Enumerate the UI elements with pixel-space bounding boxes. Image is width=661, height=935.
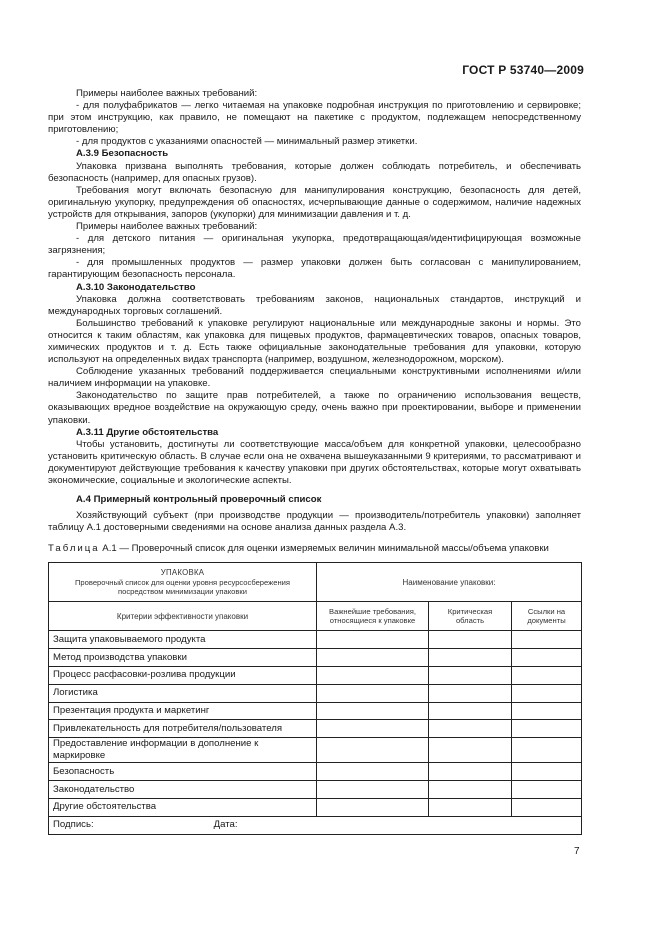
header-packaging-title: УПАКОВКА bbox=[160, 568, 205, 578]
criterion-label: Привлекательность для потребителя/пользователя bbox=[49, 720, 317, 738]
requirements-cell[interactable] bbox=[317, 667, 429, 685]
references-cell[interactable] bbox=[512, 631, 582, 649]
section-heading-a39: А.3.9 Безопасность bbox=[76, 148, 169, 160]
requirements-cell[interactable] bbox=[317, 631, 429, 649]
criterion-label: Процесс расфасовки-розлива продукции bbox=[49, 667, 317, 685]
critical-area-cell[interactable] bbox=[429, 631, 512, 649]
critical-area-cell[interactable] bbox=[429, 720, 512, 738]
critical-area-cell[interactable] bbox=[429, 763, 512, 781]
paragraph: - для детского питания — оригинальная укупорка, предотвращающая/идентифицирующая возможные загрязнения; bbox=[48, 233, 581, 257]
paragraph: - для полуфабрикатов — легко читаемая на упаковке подробная инструкция по приготовлению и сервировке; при этом инструкцию, как правило, не помещают на пакетике с продуктом, подлежащем непосредственному приготовлению; bbox=[48, 100, 581, 136]
paragraph: Упаковка должна соответствовать требованиям законов, национальных стандартов, инструкций и международных торговых соглашений. bbox=[48, 293, 581, 317]
paragraph: Примеры наиболее важных требований: bbox=[76, 88, 258, 99]
requirements-cell[interactable] bbox=[317, 649, 429, 667]
table-caption-label: Таблица bbox=[48, 543, 100, 555]
criterion-label: Логистика bbox=[49, 684, 317, 702]
table-header-row bbox=[49, 563, 582, 602]
criterion-label: Защита упаковываемого продукта bbox=[49, 631, 317, 649]
paragraph: Большинство требований к упаковке регулируют национальные или международные законы и нормы. Это относится к таким областям, как упаковка для пищевых продуктов, фармацевтических товаров, опасных товаров, химических продуктов и т. д. Есть также официальные законодательные требования для упаковки, которую используют на определенных видах транспорта (например, воздушном, железнодорожном, морском). bbox=[48, 317, 581, 366]
document-code: ГОСТ Р 53740—2009 bbox=[462, 63, 584, 77]
requirements-cell[interactable] bbox=[317, 720, 429, 738]
table-caption bbox=[48, 543, 581, 555]
criterion-label: Безопасность bbox=[49, 763, 317, 781]
critical-area-cell[interactable] bbox=[429, 799, 512, 817]
table-row bbox=[49, 763, 582, 781]
references-cell[interactable] bbox=[512, 781, 582, 799]
section-heading-a4: А.4 Примерный контрольный проверочный список bbox=[76, 494, 322, 506]
requirements-cell[interactable] bbox=[317, 781, 429, 799]
table-row bbox=[49, 781, 582, 799]
table-row bbox=[49, 649, 582, 667]
table-row bbox=[49, 702, 582, 720]
criterion-label: Другие обстоятельства bbox=[49, 799, 317, 817]
requirements-cell[interactable] bbox=[317, 684, 429, 702]
paragraph: Соблюдение указанных требований поддерживается специальными конструктивными исполнениями и/или наличием информации на упаковке. bbox=[48, 366, 581, 390]
header-packaging-subtitle: Проверочный список для оценки уровня ресурсосбережения посредством минимизации упаковки bbox=[74, 577, 291, 597]
signature-label: Подпись: bbox=[53, 819, 94, 831]
paragraph: Требования могут включать безопасную для манипулирования конструкцию, безопасность для детей, оригинальную укупорку, предупреждения об опасностях, исчерпывающие данные о содержимом, наличие надежных устройств для открывания, запоров (укупорки) для минимизации давления и т. д. bbox=[48, 184, 581, 220]
signature-row bbox=[49, 816, 582, 834]
header-criteria: Критерии эффективности упаковки bbox=[49, 602, 317, 631]
date-label: Дата: bbox=[213, 819, 238, 831]
critical-area-cell[interactable] bbox=[429, 684, 512, 702]
requirements-cell[interactable] bbox=[317, 702, 429, 720]
table-header-package-name: Наименование упаковки: bbox=[317, 563, 582, 602]
requirements-cell[interactable] bbox=[317, 799, 429, 817]
references-cell[interactable] bbox=[512, 702, 582, 720]
paragraph: Законодательство по защите прав потребителей, а также по ограничению использования веществ, оказывающих вредное воздействие на окружающую среду, очень важно при проектировании, выборе и применении упаковки. bbox=[48, 390, 581, 426]
section-heading-a311: А.3.11 Другие обстоятельства bbox=[76, 426, 219, 438]
references-cell[interactable] bbox=[512, 738, 582, 763]
table-row bbox=[49, 799, 582, 817]
paragraph: Хозяйствующий субъект (при производстве продукции — производитель/потребитель упаковки) заполняет таблицу А.1 достоверными сведениями на основе анализа данных раздела А.3. bbox=[48, 510, 581, 534]
paragraph: - для продуктов с указаниями опасностей — минимальный размер этикетки. bbox=[76, 136, 418, 148]
table-row bbox=[49, 684, 582, 702]
criterion-label: Законодательство bbox=[49, 781, 317, 799]
critical-area-cell[interactable] bbox=[429, 667, 512, 685]
references-cell[interactable] bbox=[512, 720, 582, 738]
paragraph: - для промышленных продуктов — размер упаковки должен быть согласован с манипулированием, гарантирующим безопасность персонала. bbox=[48, 257, 581, 281]
page-number: 7 bbox=[574, 846, 580, 857]
signature-cell[interactable] bbox=[49, 816, 582, 834]
criterion-label: Метод производства упаковки bbox=[49, 649, 317, 667]
critical-area-cell[interactable] bbox=[429, 702, 512, 720]
requirements-cell[interactable] bbox=[317, 763, 429, 781]
document-body bbox=[48, 88, 581, 835]
table-row bbox=[49, 667, 582, 685]
references-cell[interactable] bbox=[512, 763, 582, 781]
criterion-label: Предоставление информации в дополнение к маркировке bbox=[49, 738, 317, 763]
header-requirements: Важнейшие требования, относящиеся к упаковке bbox=[317, 602, 429, 631]
critical-area-cell[interactable] bbox=[429, 649, 512, 667]
critical-area-cell[interactable] bbox=[429, 781, 512, 799]
checklist-table bbox=[48, 562, 582, 834]
critical-area-cell[interactable] bbox=[429, 738, 512, 763]
references-cell[interactable] bbox=[512, 799, 582, 817]
table-header-packaging bbox=[49, 563, 317, 602]
references-cell[interactable] bbox=[512, 684, 582, 702]
table-row bbox=[49, 720, 582, 738]
criterion-label: Презентация продукта и маркетинг bbox=[49, 702, 317, 720]
header-references: Ссылки на документы bbox=[512, 602, 582, 631]
paragraph: Чтобы установить, достигнуты ли соответствующие масса/объем для конкретной упаковки, целесообразно установить критическую область. В случае если она не охвачена вышеуказанными 9 критериями, то рассматривают и документируют действующие требования к качеству упаковки при других обстоятельствах, которые могут охватывать экономические, социальные и экологические аспекты. bbox=[48, 438, 581, 486]
paragraph: Упаковка призвана выполнять требования, которые должен соблюдать потребитель, и обеспечивать безопасность (например, для опасных грузов). bbox=[48, 160, 581, 184]
header-critical-area: Критическая область bbox=[429, 602, 512, 631]
section-heading-a310: А.3.10 Законодательство bbox=[76, 281, 196, 293]
references-cell[interactable] bbox=[512, 667, 582, 685]
paragraph: Примеры наиболее важных требований: bbox=[76, 221, 258, 233]
table-row bbox=[49, 631, 582, 649]
references-cell[interactable] bbox=[512, 649, 582, 667]
requirements-cell[interactable] bbox=[317, 738, 429, 763]
table-subheader-row bbox=[49, 602, 582, 631]
table-row bbox=[49, 738, 582, 763]
table-caption-text: А.1 — Проверочный список для оценки измеряемых величин минимальной массы/объема упаковки bbox=[99, 543, 549, 555]
